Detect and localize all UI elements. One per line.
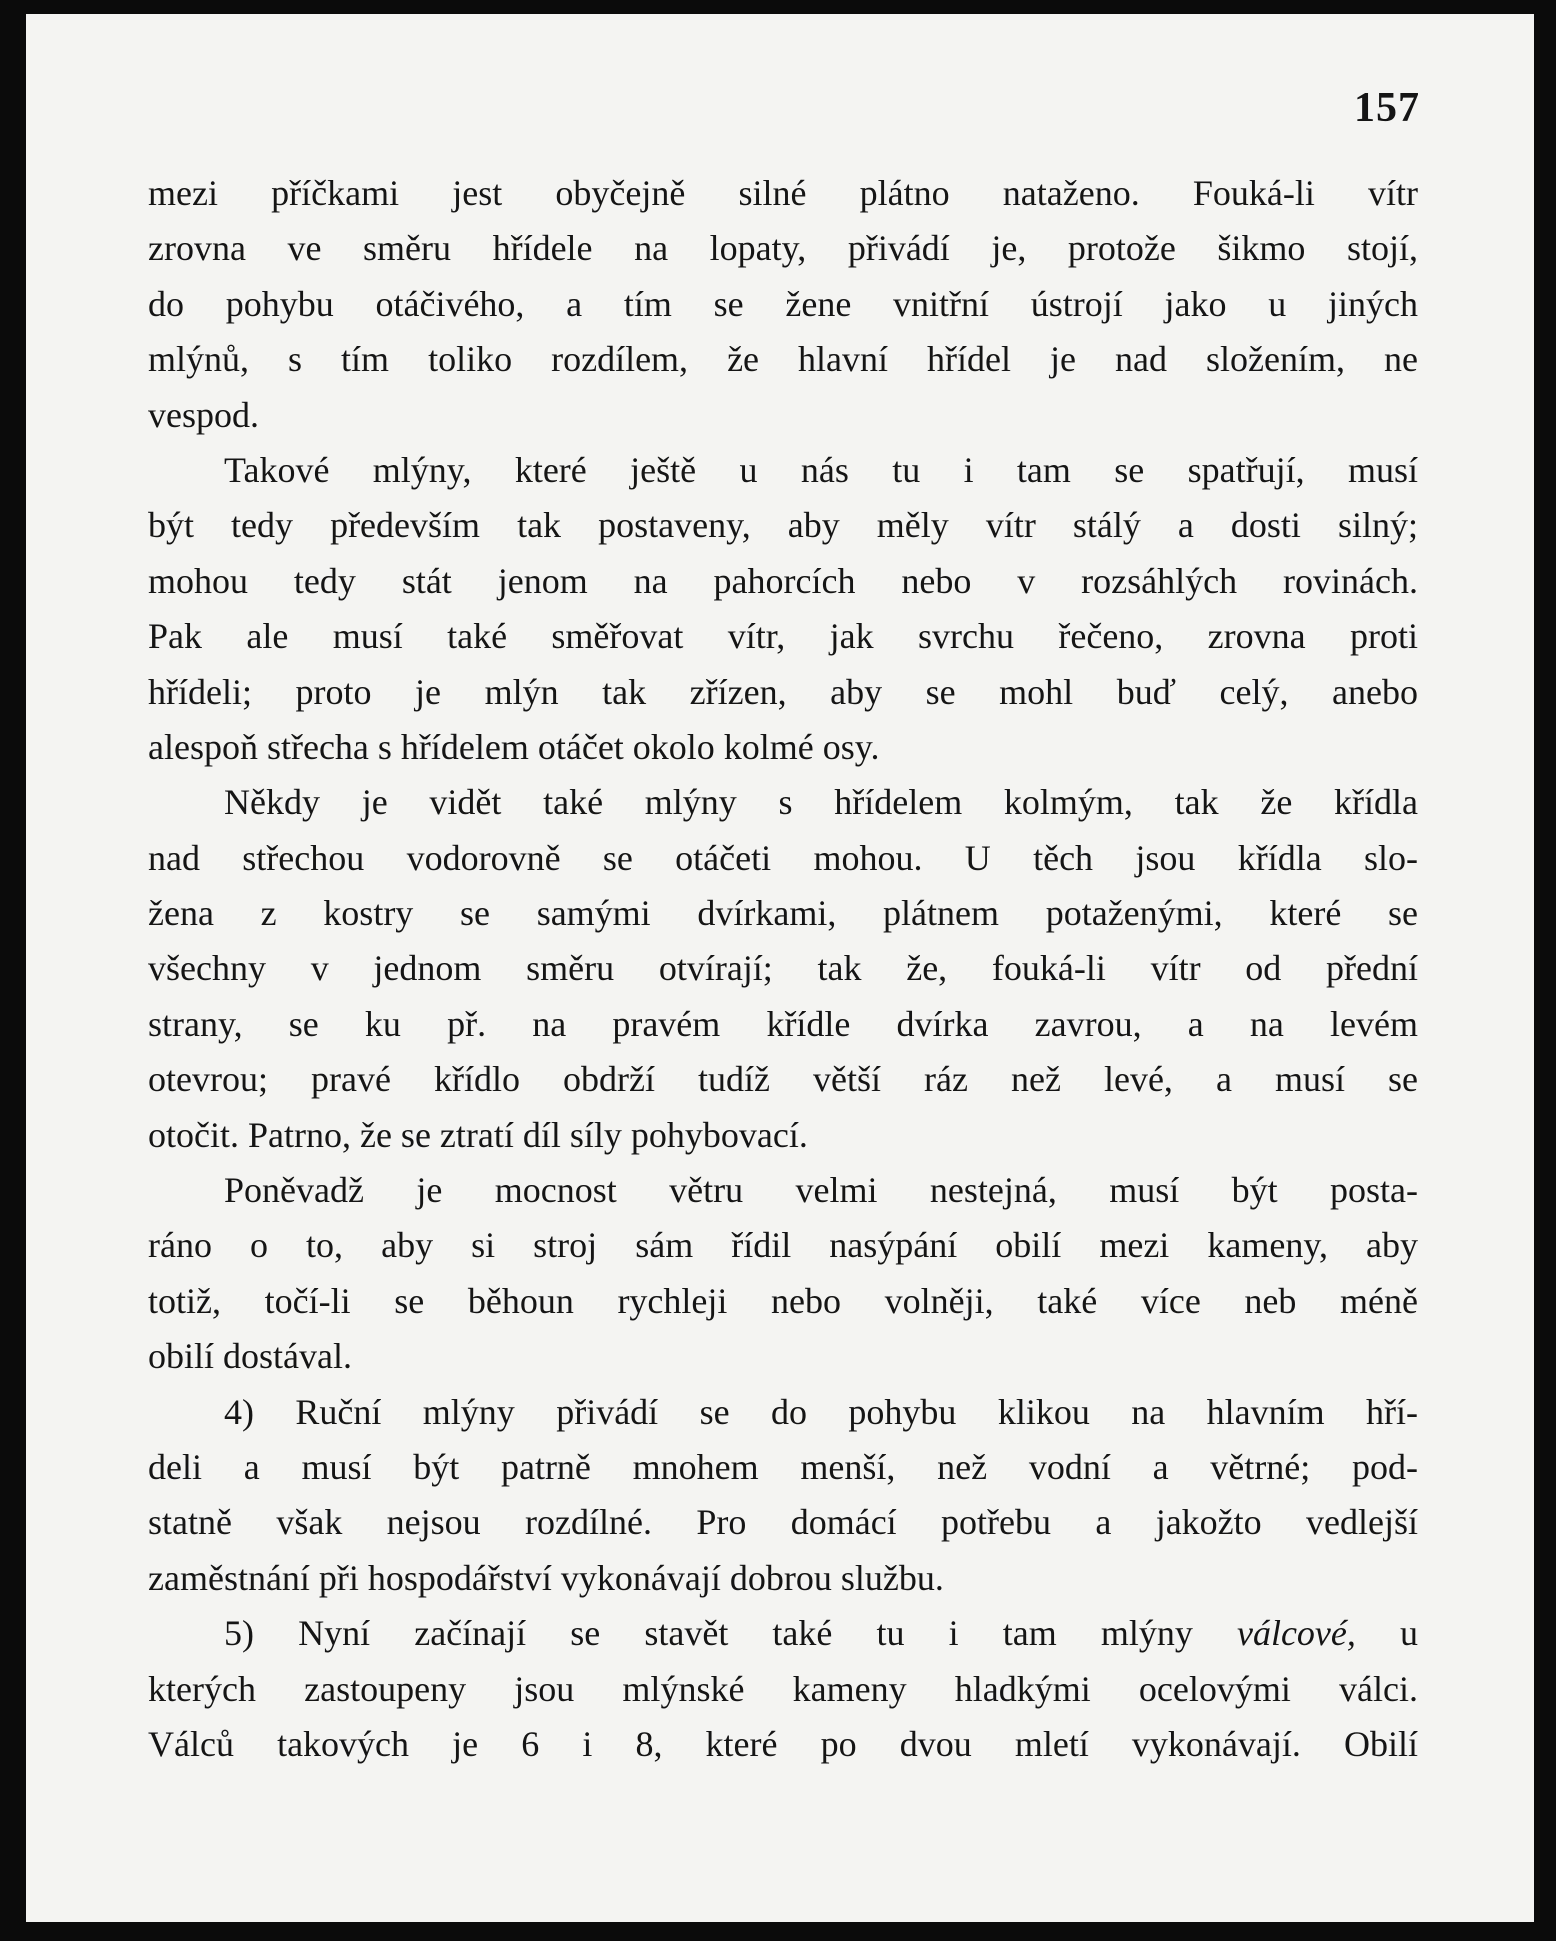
text-line: do pohybu otáčivého, a tím se žene vnitřní ústrojí jako u jiných bbox=[148, 283, 1418, 324]
book-page bbox=[26, 14, 1534, 1922]
text-line: žena z kostry se samými dvírkami, plátnem potaženými, které se bbox=[148, 893, 1418, 934]
paragraph-start-line: Takové mlýny, které ještě u nás tu i tam se spatřují, musí bbox=[224, 449, 1418, 490]
text-line: totiž, točí-li se běhoun rychleji nebo volněji, také více neb méně bbox=[148, 1280, 1418, 1321]
text-line: otevrou; pravé křídlo obdrží tudíž větší ráz než levé, a musí se bbox=[148, 1059, 1418, 1100]
paragraph-start-line: Poněvadž je mocnost větru velmi nestejná, musí být posta- bbox=[224, 1170, 1418, 1211]
paragraph-start-line bbox=[148, 1606, 1418, 1661]
text-line: Pak ale musí také směřovat vítr, jak svrchu řečeno, zrovna proti bbox=[148, 616, 1418, 657]
text-line: alespoň střecha s hřídelem otáčet okolo kolmé osy. bbox=[148, 726, 880, 767]
text-line: mlýnů, s tím toliko rozdílem, že hlavní hřídel je nad složením, ne bbox=[148, 339, 1418, 380]
italic-term: válcové, bbox=[1236, 1613, 1356, 1654]
body-text bbox=[148, 166, 1418, 1772]
text-line: kterých zastoupeny jsou mlýnské kameny hladkými ocelovými válci. bbox=[148, 1668, 1418, 1709]
text-line: otočit. Patrno, že se ztratí díl síly pohybovací. bbox=[148, 1114, 808, 1155]
text-line: nad střechou vodorovně se otáčeti mohou. U těch jsou křídla slo- bbox=[148, 837, 1418, 878]
text-line: hřídeli; proto je mlýn tak zřízen, aby se mohl buď celý, anebo bbox=[148, 671, 1418, 712]
text-line: mohou tedy stát jenom na pahorcích nebo v rozsáhlých rovinách. bbox=[148, 560, 1418, 601]
text-line: mezi příčkami jest obyčejně silné plátno nataženo. Fouká-li vítr bbox=[148, 173, 1418, 213]
text-line: zrovna ve směru hřídele na lopaty, přivádí je, protože šikmo stojí, bbox=[148, 228, 1418, 269]
paragraph-start-line: 4) Ruční mlýny přivádí se do pohybu klikou na hlavním hří- bbox=[224, 1391, 1418, 1432]
text-line: deli a musí být patrně mnohem menší, než vodní a větrné; pod- bbox=[148, 1446, 1418, 1487]
paragraph-start-line: Někdy je vidět také mlýny s hřídelem kolmým, tak že křídla bbox=[224, 782, 1418, 823]
line-text: 5) Nyní začínají se stavět také tu i tam mlýny bbox=[224, 1613, 1193, 1654]
line-tail: u bbox=[1355, 1613, 1419, 1654]
text-line: Válců takových je 6 i 8, které po dvou mletí vykonávají. Obilí bbox=[148, 1723, 1418, 1764]
text-line: vespod. bbox=[148, 394, 259, 435]
text-line: statně však nejsou rozdílné. Pro domácí potřebu a jakožto vedlejší bbox=[148, 1502, 1418, 1543]
text-line: zaměstnání při hospodářství vykonávají dobrou službu. bbox=[148, 1557, 944, 1598]
text-line: strany, se ku př. na pravém křídle dvírka zavrou, a na levém bbox=[148, 1003, 1418, 1044]
text-line: být tedy především tak postaveny, aby měly vítr stálý a dosti silný; bbox=[148, 505, 1418, 546]
text-line: obilí dostával. bbox=[148, 1336, 352, 1377]
text-line: všechny v jednom směru otvírají; tak že, fouká-li vítr od přední bbox=[148, 948, 1418, 989]
text-line: ráno o to, aby si stroj sám řídil nasýpání obilí mezi kameny, aby bbox=[148, 1225, 1418, 1266]
page-number: 157 bbox=[1354, 85, 1420, 131]
